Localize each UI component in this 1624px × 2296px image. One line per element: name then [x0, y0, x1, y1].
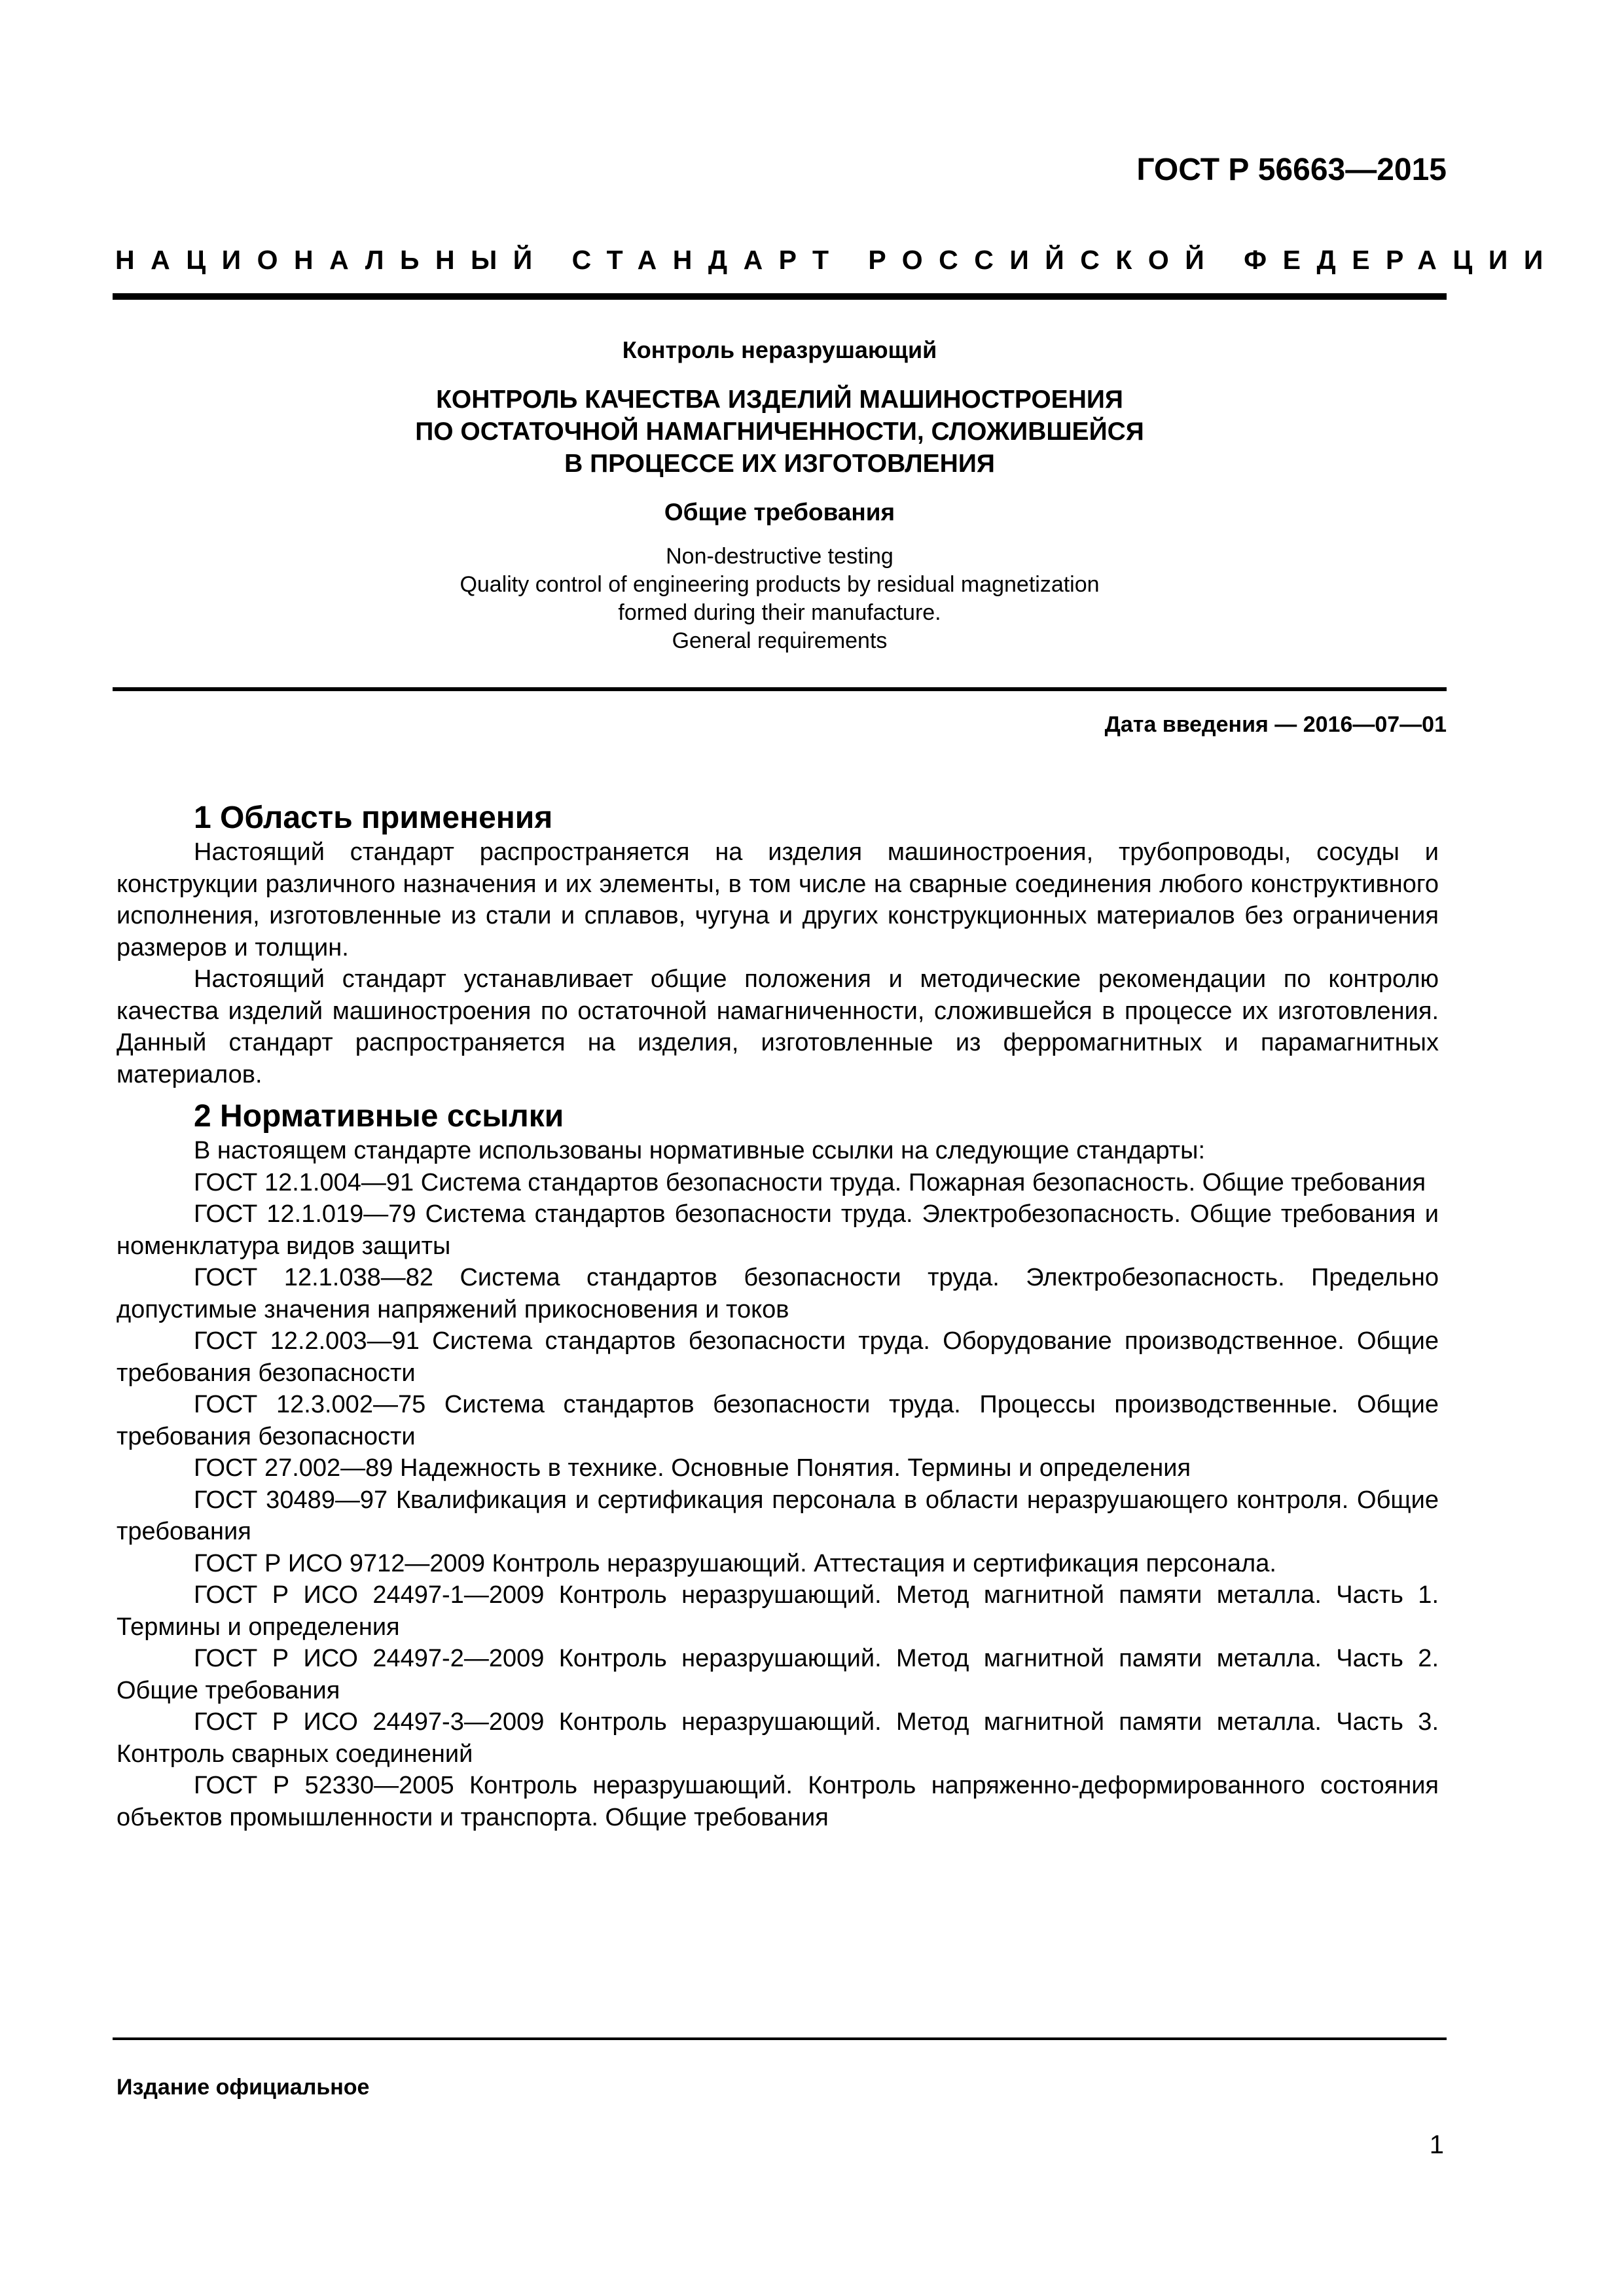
introduction-date: Дата введения — 2016—07—01	[1104, 712, 1447, 737]
official-edition-label: Издание официальное	[117, 2075, 370, 2100]
main-title-line: ПО ОСТАТОЧНОЙ НАМАГНИЧЕННОСТИ, СЛОЖИВШЕЙСЯ	[415, 418, 1144, 446]
page-number: 1	[1429, 2130, 1444, 2159]
footer-divider	[113, 2037, 1447, 2040]
reference-item: ГОСТ Р ИСО 24497-1—2009 Контроль неразрушающий. Метод магнитной памяти металла. Часть 1. Термины и определения	[117, 1581, 1439, 1641]
paragraph: Настоящий стандарт распространяется на изделия машиностроения, трубопроводы, сосуды и конструкции различного назначения и их элементы, в том числе на сварные соединения любого конструктивного исполнения, изготовленные из стали и сплавов, чугуна и других конструкционных материалов без ограничения размеров и толщин.	[117, 838, 1439, 961]
reference-item: ГОСТ 12.1.004—91 Система стандартов безопасности труда. Пожарная безопасность. Общие требования	[194, 1168, 1426, 1196]
document-body	[117, 800, 1439, 1833]
reference-item: ГОСТ 12.2.003—91 Система стандартов безопасности труда. Оборудование производственное. Общие требования безопасности	[117, 1327, 1439, 1387]
standard-subtitle: Контроль неразрушающий	[622, 336, 937, 363]
english-title-line: General requirements	[672, 628, 888, 653]
reference-item: ГОСТ 30489—97 Квалификация и сертификация персонала в области неразрушающего контроля. Общие требования	[117, 1486, 1439, 1545]
main-title-line: В ПРОЦЕССЕ ИХ ИЗГОТОВЛЕНИЯ	[564, 450, 995, 478]
reference-item: ГОСТ 12.3.002—75 Система стандартов безопасности труда. Процессы производственные. Общие требования безопасности	[117, 1391, 1439, 1450]
national-standard-title: НАЦИОНАЛЬНЫЙ СТАНДАРТ РОССИЙСКОЙ ФЕДЕРАЦИИ	[115, 245, 1559, 275]
reference-item: ГОСТ 12.1.038—82 Система стандартов безопасности труда. Электробезопасность. Предельно допустимые значения напряжений прикосновения и токов	[117, 1264, 1439, 1323]
gost-code: ГОСТ Р 56663—2015	[1136, 152, 1447, 187]
general-requirements-title: Общие требования	[664, 499, 895, 526]
header-divider	[113, 293, 1447, 300]
reference-item: ГОСТ Р 52330—2005 Контроль неразрушающий. Контроль напряженно-деформированного состояния объектов промышленности и транспорта. Общие требования	[117, 1772, 1439, 1831]
english-title-line: formed during their manufacture.	[618, 600, 941, 625]
paragraph: В настоящем стандарте использованы нормативные ссылки на следующие стандарты:	[194, 1137, 1206, 1164]
main-title	[113, 384, 1447, 480]
section-heading: 2 Нормативные ссылки	[194, 1099, 564, 1134]
reference-item: ГОСТ Р ИСО 24497-3—2009 Контроль неразрушающий. Метод магнитной памяти металла. Часть 3. Контроль сварных соединений	[117, 1708, 1439, 1768]
english-title-line: Non-destructive testing	[666, 544, 893, 569]
paragraph: Настоящий стандарт устанавливает общие положения и методические рекомендации по контролю качества изделий машиностроения по остаточной намагниченности, сложившейся в процессе их изготовления. Данный стандарт распространяется на изделия, изготовленные из ферромагнитных и парамагнитных материалов.	[117, 965, 1439, 1088]
reference-item: ГОСТ 12.1.019—79 Система стандартов безопасности труда. Электробезопасность. Общие требования и номенклатура видов защиты	[117, 1200, 1439, 1260]
english-title	[113, 543, 1447, 655]
title-divider	[113, 687, 1447, 691]
reference-item: ГОСТ 27.002—89 Надежность в технике. Основные Понятия. Термины и определения	[194, 1454, 1191, 1482]
main-title-line: КОНТРОЛЬ КАЧЕСТВА ИЗДЕЛИЙ МАШИНОСТРОЕНИЯ	[436, 386, 1123, 414]
section-heading: 1 Область применения	[194, 800, 553, 835]
reference-item: ГОСТ Р ИСО 24497-2—2009 Контроль неразрушающий. Метод магнитной памяти металла. Часть 2. Общие требования	[117, 1645, 1439, 1704]
reference-item: ГОСТ Р ИСО 9712—2009 Контроль неразрушающий. Аттестация и сертификация персонала.	[194, 1549, 1276, 1577]
english-title-line: Quality control of engineering products by residual magnetization	[460, 572, 1100, 597]
